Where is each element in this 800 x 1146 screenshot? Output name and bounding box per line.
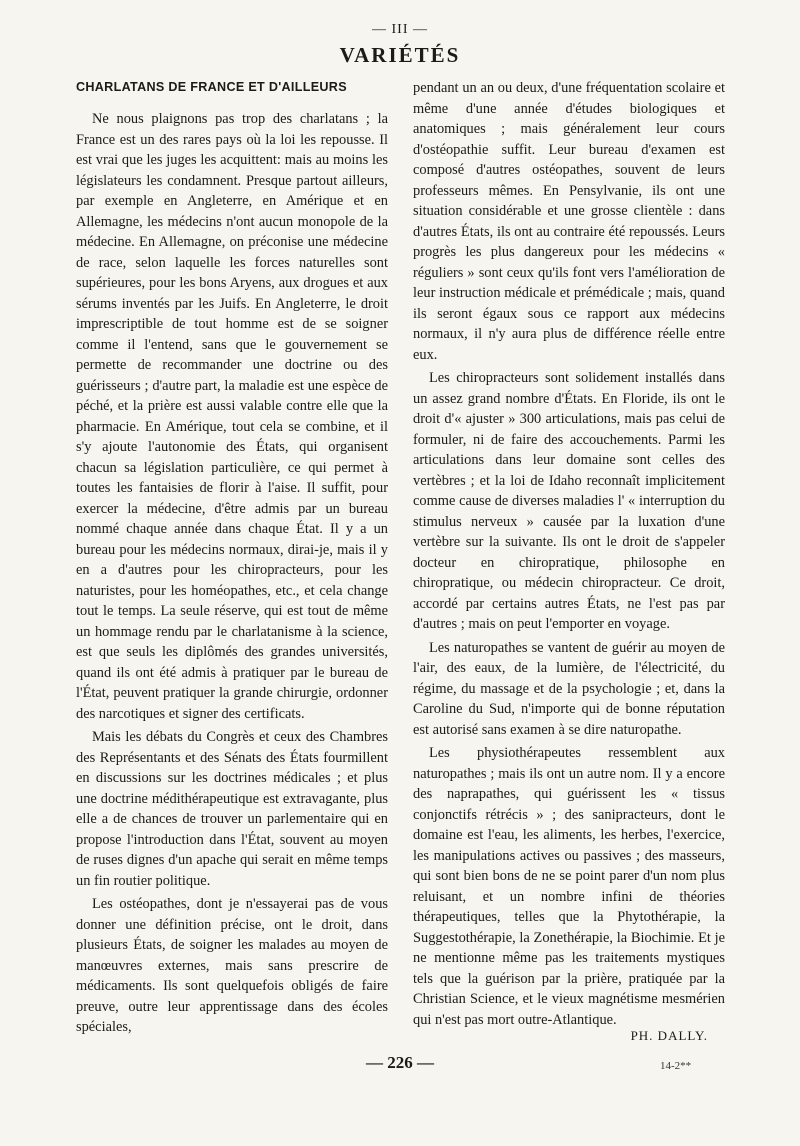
paragraph: Les chiropracteurs sont solidement installés dans un assez grand nombre d'États. En Floride, ils ont le droit d'« ajuster » 300 articulations, mais pas celui de formuler, ni de faire des accouchements. Parmi les articulations dans leur domaine sont celles des vertèbres ; et la loi de Idaho reconnaît implicitement comme cause de diverses maladies l' « interruption du stimulus nerveux » causée par la luxation d'une vertèbre sur la suivante. Ils ont le droit de s'appeler docteur en chiropratique, philosophe en chiropratique, ou médecin chiropracteur. Ce droit, accordé par certains autres États, ne l'est pas par d'autres ; mais on peut l'emporter en voyage. [413,370,725,632]
paragraph: Les physiothérapeutes ressemblent aux naturopathes ; mais ils ont un autre nom. Il y a encore des naprapathes, qui guérissent les « tissus conjonctifs rétrécis » ; des sanipracteurs, dont le domaine est l'eau, les aliments, les herbes, l'exercice, les manipulations actives ou passives ; des masseurs, qui sont bien bons de ne se point parer d'un nom plus reluisant, et un nombre infini de théories thérapeutiques, telles que la Phytothérapie, la Suggestothérapie, la Zonethérapie, la Biochimie. Et je ne mentionne même pas les traitements mystiques tels que la guérison par la prière, pratiquée par la Christian Science, et le vieux magnétisme mesmérien qui n'est pas mort outre-Atlantique. [413,745,725,1028]
paragraph: Ne nous plaignons pas trop des charlatans ; la France est un des rares pays où la loi les repousse. Il est vrai que les juges les acquittent: mais au moins les législateurs les condamnent. Presque partout ailleurs, par exemple en Angleterre, en Amérique et en Allemagne, les médecins n'ont aucun monopole de la médecine. En Allemagne, on préconise une médecine de race, selon laquelle les forces naturelles sont supérieures, pour les bons Aryens, aux drogues et aux sérums inventés par les Juifs. En Angleterre, le droit imprescriptible de tout homme est de se soigner comme il l'entend, sans que le gouvernement se permette de recommander une doctrine ou des guérisseurs ; d'autre part, la maladie est une espèce de péché, et la prière est aussi valable contre elle que la pharmacie. En Amérique, tout cela se combine, et il s'y ajoute l'autonomie des États, qui organisent chacun sa législation particulière, ce qui permet à toutes les fantaisies de florir à l'aise. Il suffit, pour exercer la médecine, d'être admis par un bureau nommé chaque année dans chaque État. Il y a un bureau pour les médecins normaux, dirai-je, mais il y en a d'autres pour les chiropracteurs, pour les naturistes, pour les homéopathes, etc., et cela change tout le temps. La seule réserve, qui est tout de même un hommage rendu par le charlatanisme à la science, est que seuls les diplômés des grandes universités, quand ils ont été admis à pratiquer par le bureau de l'État, peuvent pratiquer la grande chirurgie, ordonner des narcotiques et signer des certificats. [76,111,388,722]
author-signature: PH. DALLY. [630,1028,708,1043]
article-title: CHARLATANS DE FRANCE ET D'AILLEURS [76,80,347,94]
running-head: — III — [372,22,428,37]
paragraph-continuation: pendant un an ou deux, d'une fréquentation scolaire et même d'une année d'études biologiques et anatomiques ; mais généralement leur cours d'ostéopathie suffit. Leur bureau d'examen est composé d'autres ostéopathes, souvent de leurs professeurs mêmes. En Pensylvanie, ils ont une situation considérable et une grosse clientèle : dans d'autres États, ils ont au contraire été repoussés. Leurs progrès les plus dangereux pour les médecins « réguliers » sont ceux qu'ils font vers l'amélioration de leur instruction médicale et prémédicale ; mais, quand ils seront égaux sous ce rapport aux médecins normaux, il n'y aura plus de différence réelle entre eux. [413,80,725,363]
section-title: VARIÉTÉS [339,43,461,67]
right-column [413,78,725,1030]
paragraph: Les naturopathes se vantent de guérir au moyen de l'air, des eaux, de la lumière, de l'électricité, du régime, du massage et de la psychologie ; et, dans la Caroline du Sud, n'importe qui de bonne réputation est autorisé sans examen à se dire naturopathe. [413,639,725,738]
left-column [76,78,388,1038]
printer-signature-mark: 14-2** [660,1060,692,1072]
paragraph: Mais les débats du Congrès et ceux des Chambres des Représentants et des Sénats des États fourmillent en discussions sur les doctrines médicales ; et plus une doctrine médithérapeutique est extravagante, plus elle a de chances de trouver un parlementaire qui en propose l'introduction dans l'État, souvent au moyen de ruses dignes d'un apache qui serait en même temps un fin routier politique. [76,729,388,889]
paragraph: Les ostéopathes, dont je n'essayerai pas de vous donner une définition précise, ont le droit, dans plusieurs États, de soigner les malades au moyen de manœuvres externes, mais sans prescrire de médicaments. Ils sont quelquefois obligés de faire preuve, outre leur apprentissage dans des écoles spéciales, [76,896,388,1035]
page-number: — 226 — [366,1053,434,1072]
